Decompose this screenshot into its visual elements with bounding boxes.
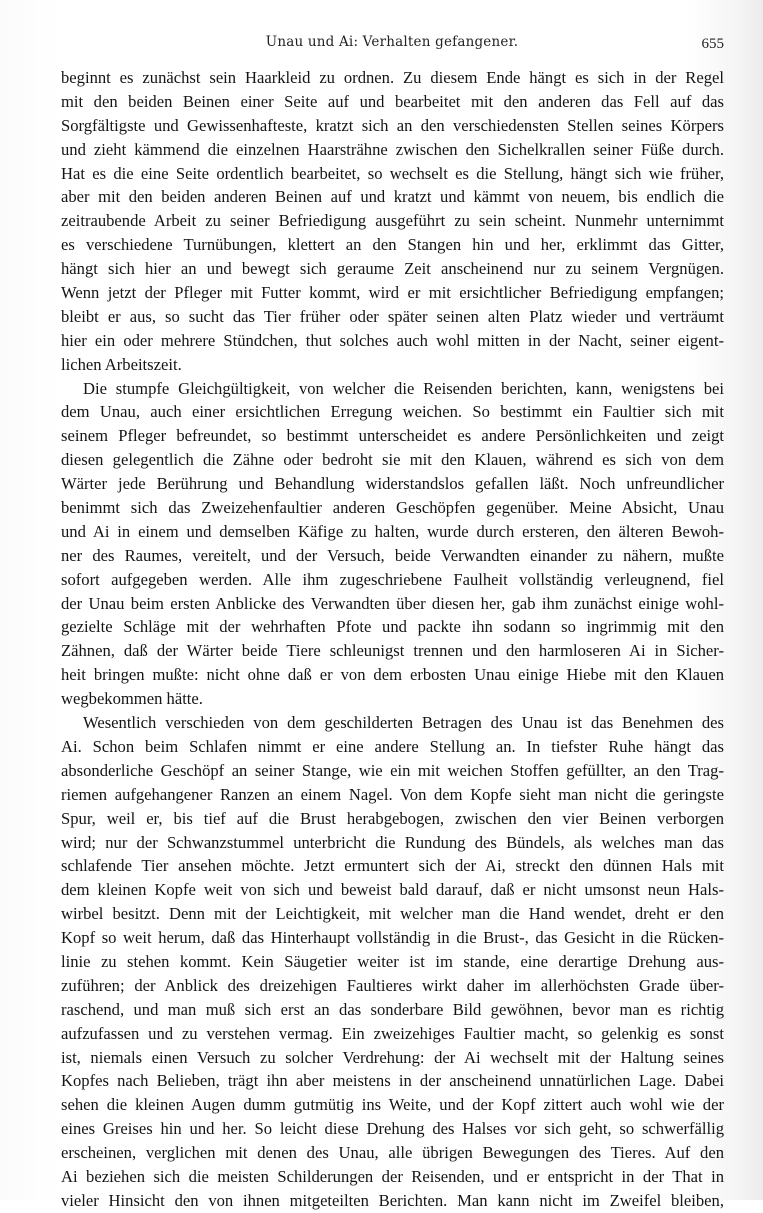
text-line: Kopfes nach Belieben, trägt ihn aber meistens in der anscheinend unnatürlichen Lage. Dabei [61, 1071, 724, 1091]
text-line: wirbel besitzt. Denn mit der Leichtigkeit, mit welcher man die Hand wendet, dreht er den [61, 904, 724, 924]
page-number: 655 [701, 36, 724, 52]
text-line: ner des Raumes, vereitelt, und der Versuch, beide Verwandten einander zu nähern, mußte [61, 545, 724, 565]
text-line: es verschiedene Turnübungen, klettert an den Stangen hin und her, erklimmt das Gitter, [61, 235, 724, 255]
text-line: seinem Pfleger befreundet, so bestimmt unterscheidet es andere Persönlichkeiten und zeigt [61, 426, 724, 446]
text-line: dem Unau, auch einer ersichtlichen Erregung weichen. So bestimmt ein Faultier sich mit [61, 402, 724, 422]
text-line: hier ein oder mehrere Stündchen, thut solches auch wohl mitten in der Nacht, seiner eigent- [61, 330, 724, 350]
text-line: lichen Arbeitszeit. [61, 354, 182, 374]
text-line: Wärter jede Berührung und Behandlung widerstandslos gefallen läßt. Noch unfreundlicher [61, 474, 724, 494]
text-line: ist, niemals einen Versuch zu solcher Verdrehung: der Ai wechselt mit der Haltung seines [61, 1047, 724, 1067]
text-line: zeitraubende Arbeit zu seiner Befriedigung ausgeführt zu sein scheint. Nunmehr unternimmt [61, 211, 724, 231]
text-line: wird; nur der Schwanzstummel unterbricht die Rundung des Bündels, als welches man das [61, 832, 724, 852]
text-line: Wenn jetzt der Pfleger mit Futter kommt, wird er mit ersichtlicher Befriedigung empfangen; [61, 283, 724, 303]
text-line: Zähnen, daß der Wärter beide Tiere schleunigst trennen und den harmloseren Ai in Sicher- [61, 641, 724, 661]
text-line: dem kleinen Kopfe weit von sich und beweist bald darauf, daß er nicht umsonst neun Hals- [61, 880, 724, 900]
text-line: riemen aufgehangener Ranzen an einem Nagel. Von dem Kopfe sieht man nicht die geringste [61, 784, 724, 804]
text-line: der Unau beim ersten Anblicke des Verwandten über diesen her, gab ihm zunächst einige wohl- [61, 593, 724, 613]
text-line: aufzufassen und zu verstehen vermag. Ein zweizehiges Faultier macht, so gelenkig es sonst [61, 1023, 724, 1043]
text-line: sofort aufgegeben werden. Alle ihm zugeschriebene Faulheit vollständig verleugnend, fiel [61, 569, 724, 589]
text-line: eines Greises hin und her. So leicht diese Drehung des Halses vor sich geht, so schwerfällig [61, 1119, 724, 1139]
text-line: beginnt es zunächst sein Haarkleid zu ordnen. Zu diesem Ende hängt es sich in der Regel [61, 68, 724, 87]
text-line: erscheinen, verglichen mit denen des Unau, alle übrigen Bewegungen des Tieres. Auf den [61, 1143, 724, 1163]
text-line: schlafende Tier ansehen möchte. Jetzt ermuntert sich der Ai, streckt den dünnen Hals mit [61, 856, 724, 876]
text-line: bleibt er aus, so sucht das Tier früher oder später seinen alten Platz wieder und verträumt [61, 306, 724, 326]
paragraph [61, 711, 724, 1213]
text-line: raschend, und man muß sich erst an das sonderbare Bild gewöhnen, bevor man es richtig [61, 999, 724, 1019]
text-line: und Ai in einem und demselben Käfige zu halten, wurde durch ersteren, den älteren Bewoh- [61, 521, 724, 541]
text-line: benimmt sich das Zweizehenfaultier anderen Geschöpfen gegenüber. Meine Absicht, Unau [61, 498, 724, 518]
text-line: heit bringen mußte: nicht ohne daß er von dem erbosten Unau einige Hiebe mit den Klauen [61, 665, 724, 685]
body-text [61, 66, 724, 1213]
text-line: Spur, weil er, bis tief auf die Brust herabgebogen, zwischen den vier Beinen verborgen [61, 808, 724, 828]
text-line: Ai beziehen sich die meisten Schilderungen der Reisenden, und er entspricht in der That in [61, 1166, 724, 1186]
text-line: vieler Hinsicht den von ihnen mitgeteilten Berichten. Man kann nicht im Zweifel bleiben, [61, 1190, 724, 1210]
text-line: wegbekommen hätte. [61, 689, 203, 709]
text-line: Ai. Schon beim Schlafen nimmt er eine andere Stellung an. In tiefster Ruhe hängt das [61, 736, 724, 756]
paragraph [61, 377, 724, 711]
text-line: Wesentlich verschieden von dem geschilderten Betragen des Unau ist das Benehmen des [83, 713, 724, 733]
text-line: linie zu stehen kommt. Kein Säugetier weiter ist im stande, eine derartige Drehung aus- [61, 951, 724, 971]
text-line: aber mit den beiden anderen Beinen auf und kratzt und kämmt von neuem, bis endlich die [61, 187, 724, 207]
text-line: absonderliche Geschöpf an seiner Stange, wie ein mit weichen Stoffen gefüllter, an den Trag- [61, 760, 724, 780]
text-line: und zieht kämmend die einzelnen Haarsträhne zwischen den Sichelkrallen seiner Füße durch. [61, 139, 724, 159]
running-title: Unau und Ai: Verhalten gefangener. [265, 34, 519, 50]
text-line: diesen gelegentlich die Zähne oder bedroht sie mit den Klauen, während es sich von dem [61, 450, 724, 470]
text-line: mit den beiden Beinen einer Seite auf und bearbeitet mit den anderen das Fell auf das [61, 91, 724, 111]
text-line: Sorgfältigste und Gewissenhafteste, kratzt sich an den verschiedensten Stellen seines Körpers [61, 115, 724, 135]
text-line: Hat es die eine Seite ordentlich bearbeitet, so wechselt es die Stellung, hängt sich wie früher, [61, 163, 724, 183]
text-line: zuführen; der Anblick des dreizehigen Faultieres wirkt daher im allerhöchsten Grade über- [61, 975, 724, 995]
running-head [60, 30, 724, 56]
text-line: hängt sich hier an und bewegt sich geraume Zeit anscheinend nur zu seinem Vergnügen. [61, 259, 724, 279]
paragraph [61, 66, 724, 377]
text-line: sehen die kleinen Augen dumm gutmütig ins Weite, und der Kopf zittert auch wohl wie der [61, 1095, 724, 1115]
text-line: Kopf so weit herum, daß das Hinterhaupt vollständig in die Brust-, das Gesicht in die Rücken- [61, 928, 724, 948]
text-line: Die stumpfe Gleichgültigkeit, von welcher die Reisenden berichten, kann, wenigstens bei [83, 378, 724, 398]
text-line: gezielte Schläge mit der wehrhaften Pfote und packte ihn sodann so ingrimmig mit den [61, 617, 724, 637]
